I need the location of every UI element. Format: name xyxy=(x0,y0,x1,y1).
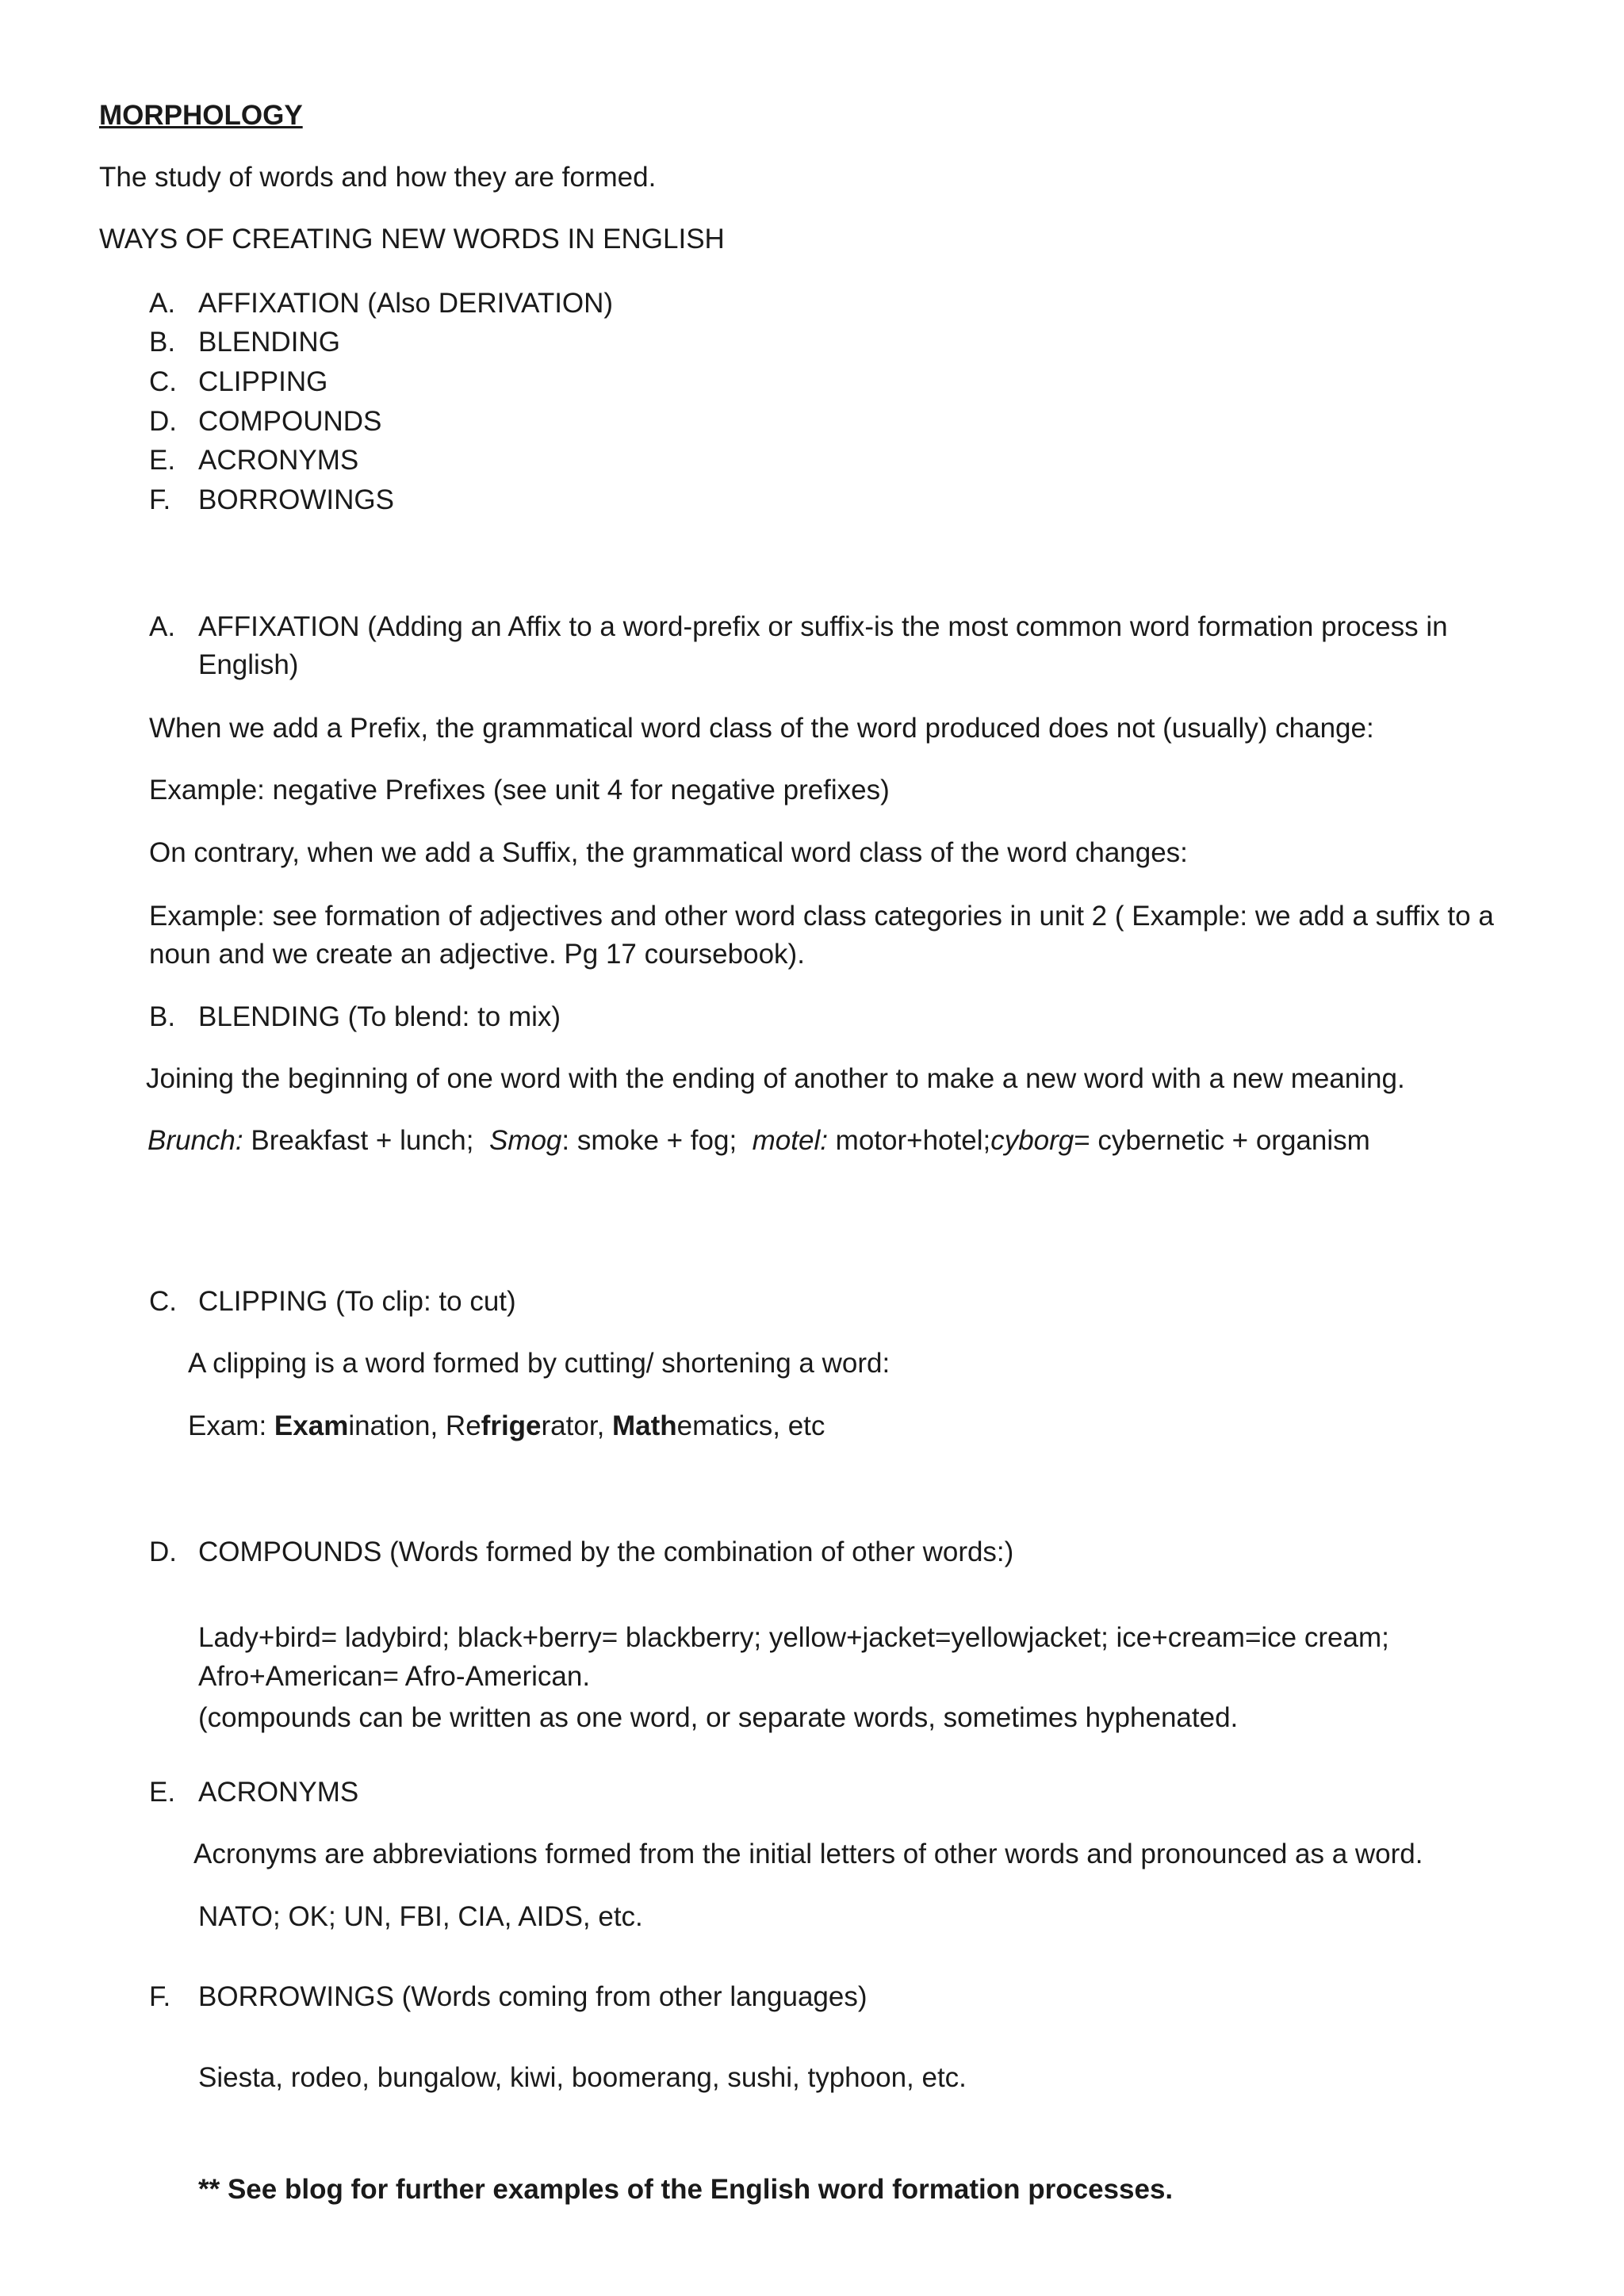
blend-word: motel: xyxy=(752,1125,828,1156)
section-letter: C. xyxy=(149,1286,177,1317)
compounds-examples-continued: Afro+American= Afro-American. xyxy=(198,1661,591,1692)
definition-text: The study of words and how they are formed. xyxy=(99,162,657,193)
list-letter: D. xyxy=(149,406,177,437)
list-letter: E. xyxy=(149,445,176,476)
clipping-rest: rator, xyxy=(541,1410,613,1441)
clipped-part: frige xyxy=(481,1410,542,1441)
page-title: MORPHOLOGY xyxy=(99,100,303,131)
section-letter: A. xyxy=(149,611,176,642)
section-heading: ACRONYMS xyxy=(198,1777,359,1808)
blend-word: Brunch: xyxy=(147,1125,243,1156)
clipping-examples xyxy=(188,1410,825,1443)
list-letter: A. xyxy=(149,288,176,319)
clipping-before: Re xyxy=(445,1410,481,1441)
ways-heading: WAYS OF CREATING NEW WORDS IN ENGLISH xyxy=(99,224,725,254)
blend-definition: Breakfast + lunch; xyxy=(243,1125,474,1156)
list-label: BLENDING xyxy=(198,327,340,358)
suffix-example-continued: noun and we create an adjective. Pg 17 coursebook). xyxy=(149,939,805,970)
section-heading: AFFIXATION (Adding an Affix to a word-prefix or suffix-is the most common word formation process in xyxy=(198,611,1448,642)
list-letter: C. xyxy=(149,366,177,397)
compounds-examples: Lady+bird= ladybird; black+berry= blackberry; yellow+jacket=yellowjacket; ice+cream=ice cream; xyxy=(198,1622,1389,1653)
section-heading: CLIPPING (To clip: to cut) xyxy=(198,1286,516,1317)
blend-definition: : smoke + fog; xyxy=(561,1125,737,1156)
blend-definition: motor+hotel; xyxy=(827,1125,991,1156)
section-letter: B. xyxy=(149,1001,176,1032)
list-letter: B. xyxy=(149,327,176,358)
section-heading-continued: English) xyxy=(198,649,299,680)
list-label: CLIPPING xyxy=(198,366,328,397)
clipping-example-label: Exam: xyxy=(188,1410,274,1441)
blending-text: Joining the beginning of one word with the ending of another to make a new word with a new meaning. xyxy=(146,1063,1405,1094)
borrowings-examples: Siesta, rodeo, bungalow, kiwi, boomerang, sushi, typhoon, etc. xyxy=(198,2062,967,2093)
clipping-rest: ematics, etc xyxy=(676,1410,825,1441)
list-label: AFFIXATION (Also DERIVATION) xyxy=(198,288,614,319)
list-label: COMPOUNDS xyxy=(198,406,382,437)
clipped-part: Math xyxy=(612,1410,677,1441)
section-heading: COMPOUNDS (Words formed by the combination of other words:) xyxy=(198,1536,1014,1567)
section-letter: E. xyxy=(149,1777,176,1808)
clipping-rest: ination, xyxy=(348,1410,446,1441)
compounds-note: (compounds can be written as one word, or separate words, sometimes hyphenated. xyxy=(198,1702,1239,1733)
list-letter: F. xyxy=(149,484,171,515)
acronyms-examples: NATO; OK; UN, FBI, CIA, AIDS, etc. xyxy=(198,1901,643,1932)
suffix-example: Example: see formation of adjectives and other word class categories in unit 2 ( Example: we add a suffix to a xyxy=(149,901,1494,932)
prefix-example: Example: negative Prefixes (see unit 4 for negative prefixes) xyxy=(149,775,890,806)
section-heading: BLENDING (To blend: to mix) xyxy=(198,1001,561,1032)
blending-examples xyxy=(147,1124,1370,1158)
acronyms-text: Acronyms are abbreviations formed from the initial letters of other words and pronounced as a word. xyxy=(193,1839,1423,1869)
list-label: ACRONYMS xyxy=(198,445,359,476)
section-heading: BORROWINGS (Words coming from other languages) xyxy=(198,1981,868,2012)
blend-word: cyborg xyxy=(990,1125,1074,1156)
blend-definition: = cybernetic + organism xyxy=(1074,1125,1370,1156)
section-letter: F. xyxy=(149,1981,171,2012)
clipped-part: Exam xyxy=(274,1410,349,1441)
prefix-text: When we add a Prefix, the grammatical word class of the word produced does not (usually) change: xyxy=(149,713,1374,744)
blend-word: Smog xyxy=(488,1125,562,1156)
suffix-text: On contrary, when we add a Suffix, the grammatical word class of the word changes: xyxy=(149,837,1188,868)
footer-note: ** See blog for further examples of the English word formation processes. xyxy=(198,2174,1174,2205)
clipping-text: A clipping is a word formed by cutting/ shortening a word: xyxy=(188,1348,891,1379)
list-label: BORROWINGS xyxy=(198,484,394,515)
section-letter: D. xyxy=(149,1536,177,1567)
